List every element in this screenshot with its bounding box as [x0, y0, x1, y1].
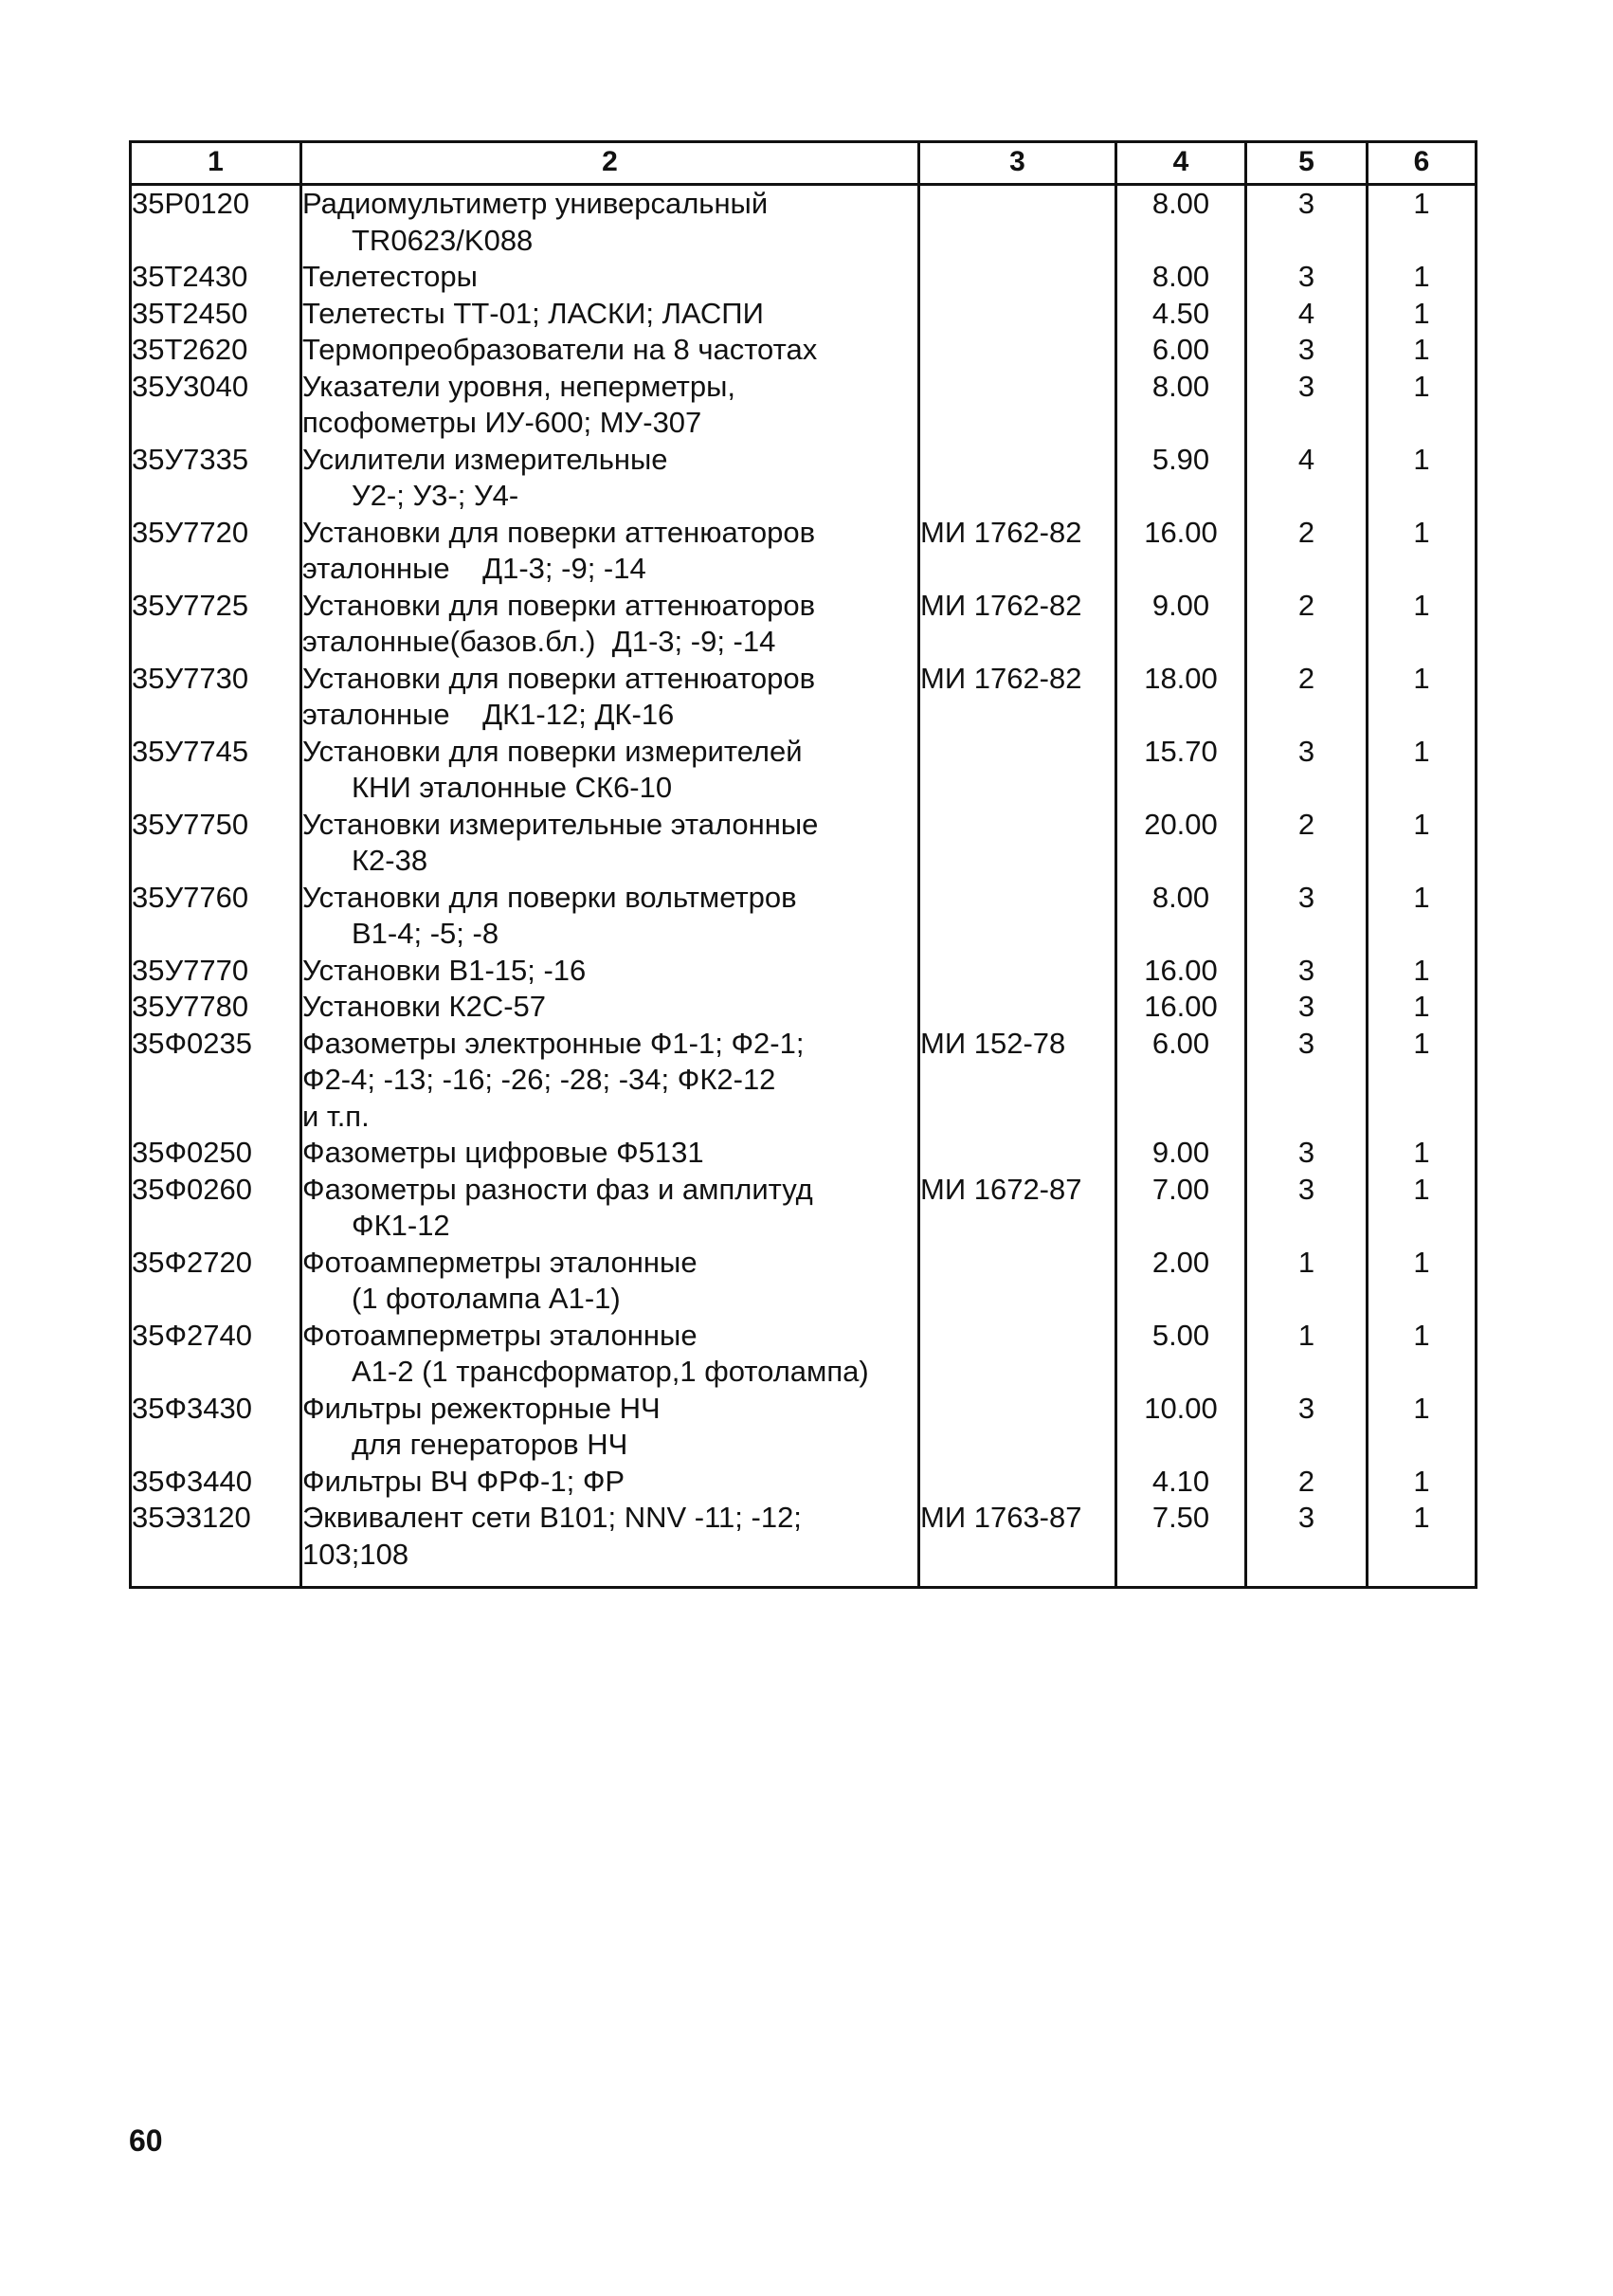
header-row — [131, 142, 1477, 185]
value-cell-6: 1 — [1368, 1172, 1477, 1245]
value-cell-4: 8.00 — [1116, 259, 1246, 296]
table-row — [131, 734, 1477, 807]
name-cell — [301, 1318, 919, 1391]
name-cell — [301, 661, 919, 734]
value-cell-5: 3 — [1246, 1391, 1368, 1464]
value-cell-5: 3 — [1246, 185, 1368, 260]
table-row — [131, 515, 1477, 588]
table-row — [131, 807, 1477, 880]
value-cell-6: 1 — [1368, 734, 1477, 807]
name-line: Телетесторы — [302, 260, 478, 293]
document-cell — [919, 1245, 1116, 1318]
document-cell — [919, 1135, 1116, 1172]
document-cell: МИ 152-78 — [919, 1026, 1116, 1136]
name-line: Установки для поверки вольтметров — [302, 880, 797, 914]
value-cell-6: 1 — [1368, 369, 1477, 442]
code-cell: 35У7760 — [131, 880, 301, 953]
value-cell-4: 15.70 — [1116, 734, 1246, 807]
name-line: Фазометры электронные Ф1-1; Ф2-1; — [302, 1026, 805, 1060]
value-cell-6: 1 — [1368, 332, 1477, 369]
name-line: Установки для поверки аттенюаторов — [302, 588, 816, 622]
document-cell — [919, 880, 1116, 953]
document-cell — [919, 989, 1116, 1026]
value-cell-5: 3 — [1246, 734, 1368, 807]
name-line: У2-; У3-; У4- — [352, 479, 519, 512]
name-cell — [301, 1500, 919, 1573]
document-cell: МИ 1762-82 — [919, 661, 1116, 734]
value-cell-5: 3 — [1246, 332, 1368, 369]
document-cell: МИ 1762-82 — [919, 588, 1116, 661]
code-cell: 35У7750 — [131, 807, 301, 880]
document-cell — [919, 953, 1116, 990]
name-line: Фазометры разности фаз и амплитуд — [302, 1172, 813, 1206]
table-row — [131, 296, 1477, 333]
document-cell — [919, 259, 1116, 296]
value-cell-5: 3 — [1246, 1026, 1368, 1136]
instrument-table — [129, 140, 1477, 1589]
document-cell — [919, 185, 1116, 260]
table-row — [131, 1500, 1477, 1573]
table-bottom-filler — [131, 1573, 1477, 1588]
table-row — [131, 369, 1477, 442]
value-cell-4: 6.00 — [1116, 1026, 1246, 1136]
header-cell-3: 3 — [919, 142, 1116, 185]
name-line: Телетесты ТТ-01; ЛАСКИ; ЛАСПИ — [302, 296, 764, 330]
code-cell: 35T2450 — [131, 296, 301, 333]
table-row — [131, 1135, 1477, 1172]
name-line: ФК1-12 — [352, 1209, 450, 1242]
name-line: КНИ эталонные СК6-10 — [352, 771, 673, 804]
table-row — [131, 1172, 1477, 1245]
page-number: 60 — [129, 2123, 163, 2158]
value-cell-4: 18.00 — [1116, 661, 1246, 734]
name-line: Фотоамперметры эталонные — [302, 1318, 698, 1352]
name-line: Установки для поверки измерителей — [302, 734, 803, 768]
name-line: Указатели уровня, неперметры, — [302, 369, 736, 403]
value-cell-5: 4 — [1246, 442, 1368, 515]
value-cell-4: 2.00 — [1116, 1245, 1246, 1318]
code-cell: 35T2430 — [131, 259, 301, 296]
name-line: Фильтры ВЧ ФРФ-1; ФР — [302, 1464, 625, 1498]
name-cell — [301, 1026, 919, 1136]
value-cell-6: 1 — [1368, 515, 1477, 588]
name-line: (1 фотолампа А1-1) — [352, 1282, 621, 1315]
code-cell: 35Ф0250 — [131, 1135, 301, 1172]
name-cell — [301, 880, 919, 953]
value-cell-6: 1 — [1368, 259, 1477, 296]
name-line: эталонные Д1-3; -9; -14 — [302, 552, 646, 585]
document-cell — [919, 734, 1116, 807]
name-cell — [301, 1391, 919, 1464]
header-cell-4: 4 — [1116, 142, 1246, 185]
table-row — [131, 1318, 1477, 1391]
name-cell — [301, 1245, 919, 1318]
name-line: и т.п. — [302, 1099, 370, 1133]
table-row — [131, 1026, 1477, 1136]
name-line: Фильтры режекторные НЧ — [302, 1391, 661, 1425]
document-cell — [919, 1464, 1116, 1501]
name-cell — [301, 296, 919, 333]
value-cell-4: 7.50 — [1116, 1500, 1246, 1573]
value-cell-6: 1 — [1368, 442, 1477, 515]
value-cell-6: 1 — [1368, 953, 1477, 990]
code-cell: 35Ф2740 — [131, 1318, 301, 1391]
value-cell-4: 9.00 — [1116, 1135, 1246, 1172]
code-cell: 35У7770 — [131, 953, 301, 990]
document-cell — [919, 332, 1116, 369]
code-cell: 35T2620 — [131, 332, 301, 369]
value-cell-4: 4.10 — [1116, 1464, 1246, 1501]
value-cell-5: 1 — [1246, 1245, 1368, 1318]
value-cell-6: 1 — [1368, 661, 1477, 734]
name-cell — [301, 807, 919, 880]
document-cell: МИ 1672-87 — [919, 1172, 1116, 1245]
table-row — [131, 661, 1477, 734]
header-cell-2: 2 — [301, 142, 919, 185]
code-cell: 35P0120 — [131, 185, 301, 260]
value-cell-4: 5.00 — [1116, 1318, 1246, 1391]
name-cell — [301, 332, 919, 369]
value-cell-6: 1 — [1368, 1464, 1477, 1501]
value-cell-6: 1 — [1368, 1500, 1477, 1573]
table-body — [131, 185, 1477, 1588]
value-cell-5: 2 — [1246, 515, 1368, 588]
value-cell-6: 1 — [1368, 989, 1477, 1026]
name-line: псофометры ИУ-600; МУ-307 — [302, 406, 702, 439]
name-line: Эквивалент сети В101; NNV -11; -12; — [302, 1501, 802, 1534]
value-cell-5: 1 — [1246, 1318, 1368, 1391]
value-cell-5: 2 — [1246, 1464, 1368, 1501]
value-cell-5: 3 — [1246, 989, 1368, 1026]
name-cell — [301, 1464, 919, 1501]
name-cell — [301, 259, 919, 296]
document-cell — [919, 442, 1116, 515]
value-cell-6: 1 — [1368, 1318, 1477, 1391]
name-cell — [301, 369, 919, 442]
code-cell: 35У7730 — [131, 661, 301, 734]
value-cell-4: 4.50 — [1116, 296, 1246, 333]
name-line: для генераторов НЧ — [352, 1428, 628, 1461]
name-line: TR0623/K088 — [352, 223, 534, 257]
value-cell-5: 3 — [1246, 1500, 1368, 1573]
code-cell: 35Ф0235 — [131, 1026, 301, 1136]
document-cell — [919, 1391, 1116, 1464]
code-cell: 35У7335 — [131, 442, 301, 515]
document-cell: МИ 1763-87 — [919, 1500, 1116, 1573]
value-cell-4: 5.90 — [1116, 442, 1246, 515]
value-cell-5: 3 — [1246, 1135, 1368, 1172]
value-cell-5: 3 — [1246, 259, 1368, 296]
value-cell-4: 16.00 — [1116, 515, 1246, 588]
code-cell: 35Ф2720 — [131, 1245, 301, 1318]
name-cell — [301, 989, 919, 1026]
value-cell-6: 1 — [1368, 1391, 1477, 1464]
table-row — [131, 588, 1477, 661]
code-cell: 35У7780 — [131, 989, 301, 1026]
document-cell — [919, 296, 1116, 333]
value-cell-5: 3 — [1246, 369, 1368, 442]
filler-cell — [1368, 1573, 1477, 1588]
name-line: эталонные ДК1-12; ДК-16 — [302, 698, 675, 731]
table-row — [131, 1245, 1477, 1318]
table-row — [131, 332, 1477, 369]
code-cell: 35Ф3440 — [131, 1464, 301, 1501]
header-cell-6: 6 — [1368, 142, 1477, 185]
value-cell-6: 1 — [1368, 296, 1477, 333]
code-cell: 35Ф3430 — [131, 1391, 301, 1464]
value-cell-5: 2 — [1246, 588, 1368, 661]
value-cell-5: 3 — [1246, 1172, 1368, 1245]
name-cell — [301, 185, 919, 260]
header-cell-5: 5 — [1246, 142, 1368, 185]
name-cell — [301, 515, 919, 588]
name-line: А1-2 (1 трансформатор,1 фотолампа) — [352, 1355, 869, 1388]
name-cell — [301, 1172, 919, 1245]
name-line: Термопреобразователи на 8 частотах — [302, 333, 818, 366]
value-cell-4: 9.00 — [1116, 588, 1246, 661]
value-cell-4: 8.00 — [1116, 185, 1246, 260]
name-cell — [301, 588, 919, 661]
header-cell-1: 1 — [131, 142, 301, 185]
value-cell-5: 3 — [1246, 953, 1368, 990]
code-cell: 35Э3120 — [131, 1500, 301, 1573]
name-line: Установки В1-15; -16 — [302, 953, 587, 987]
value-cell-6: 1 — [1368, 880, 1477, 953]
table-row — [131, 259, 1477, 296]
value-cell-6: 1 — [1368, 1135, 1477, 1172]
document-cell — [919, 1318, 1116, 1391]
name-line: 103;108 — [302, 1537, 409, 1571]
table-row — [131, 1464, 1477, 1501]
value-cell-6: 1 — [1368, 1026, 1477, 1136]
name-line: Радиомультиметр универсальный — [302, 187, 769, 220]
code-cell: 35У7720 — [131, 515, 301, 588]
table-row — [131, 880, 1477, 953]
name-line: В1-4; -5; -8 — [352, 917, 499, 950]
value-cell-4: 6.00 — [1116, 332, 1246, 369]
value-cell-5: 2 — [1246, 807, 1368, 880]
name-line: Установки измерительные эталонные — [302, 807, 819, 841]
value-cell-4: 16.00 — [1116, 953, 1246, 990]
table-row — [131, 1391, 1477, 1464]
name-line: эталонные(базов.бл.) Д1-3; -9; -14 — [302, 625, 776, 658]
table-row — [131, 442, 1477, 515]
value-cell-6: 1 — [1368, 1245, 1477, 1318]
value-cell-5: 2 — [1246, 661, 1368, 734]
code-cell: 35У7745 — [131, 734, 301, 807]
value-cell-4: 20.00 — [1116, 807, 1246, 880]
name-line: Установки для поверки аттенюаторов — [302, 661, 816, 695]
name-line: Усилители измерительные — [302, 442, 668, 476]
name-cell — [301, 953, 919, 990]
value-cell-6: 1 — [1368, 807, 1477, 880]
code-cell: 35У3040 — [131, 369, 301, 442]
name-cell — [301, 734, 919, 807]
value-cell-6: 1 — [1368, 588, 1477, 661]
name-line: Установки К2С-57 — [302, 990, 547, 1023]
value-cell-6: 1 — [1368, 185, 1477, 260]
code-cell: 35Ф0260 — [131, 1172, 301, 1245]
filler-cell — [919, 1573, 1116, 1588]
value-cell-5: 3 — [1246, 880, 1368, 953]
filler-cell — [1116, 1573, 1246, 1588]
name-line: Фазометры цифровые Ф5131 — [302, 1136, 704, 1169]
value-cell-4: 16.00 — [1116, 989, 1246, 1026]
value-cell-4: 8.00 — [1116, 880, 1246, 953]
filler-cell — [1246, 1573, 1368, 1588]
value-cell-4: 7.00 — [1116, 1172, 1246, 1245]
value-cell-4: 8.00 — [1116, 369, 1246, 442]
name-line: Установки для поверки аттенюаторов — [302, 515, 816, 549]
name-cell — [301, 442, 919, 515]
filler-cell — [131, 1573, 301, 1588]
filler-cell — [301, 1573, 919, 1588]
name-line: К2-38 — [352, 844, 428, 877]
document-cell — [919, 807, 1116, 880]
table-row — [131, 185, 1477, 260]
document-cell — [919, 369, 1116, 442]
name-line: Фотоамперметры эталонные — [302, 1245, 698, 1279]
table-row — [131, 953, 1477, 990]
value-cell-4: 10.00 — [1116, 1391, 1246, 1464]
document-cell: МИ 1762-82 — [919, 515, 1116, 588]
table-row — [131, 989, 1477, 1026]
name-line: Ф2-4; -13; -16; -26; -28; -34; ФК2-12 — [302, 1063, 776, 1096]
name-cell — [301, 1135, 919, 1172]
value-cell-5: 4 — [1246, 296, 1368, 333]
code-cell: 35У7725 — [131, 588, 301, 661]
